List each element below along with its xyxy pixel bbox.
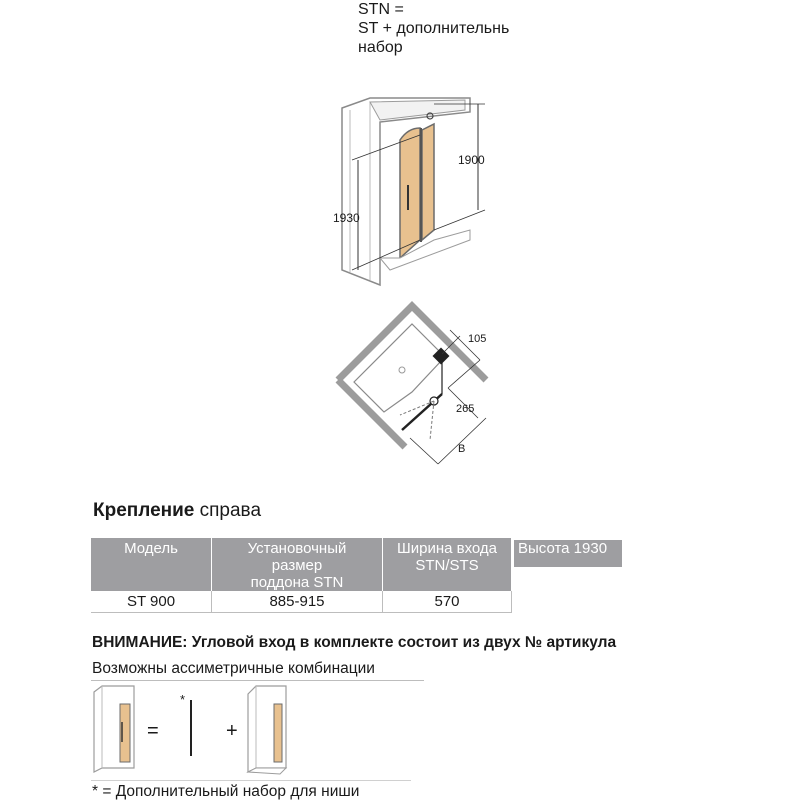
combination-figure (90, 682, 310, 777)
top-note-line-3: набор (358, 39, 403, 56)
header-width-line-2: STN/STS (415, 557, 479, 574)
combo-door-full (94, 686, 134, 772)
plus-sign: + (226, 720, 238, 742)
shower-plan-diagram (330, 300, 500, 470)
shower-3d-diagram (330, 90, 500, 290)
combinations-note: Возможны ассиметричные комбинации (92, 660, 375, 677)
footnote-divider (91, 780, 411, 781)
footnote: * = Дополнительный набор для ниши (92, 783, 360, 800)
dim-b: 265 (456, 403, 475, 415)
divider (91, 680, 424, 681)
section-title (93, 500, 261, 522)
cell-model: ST 900 (91, 591, 212, 613)
equals-sign: = (147, 720, 159, 742)
header-tray-line-1: Установочный (247, 540, 347, 557)
dim-width: B (458, 443, 466, 455)
table-row (91, 591, 626, 613)
top-note-line-1: STN = (358, 1, 404, 18)
spec-table (91, 538, 626, 613)
dim-a: 105 (468, 333, 487, 345)
top-note-line-2: ST + дополнительнь (358, 20, 510, 37)
section-title-rest: справа (194, 500, 262, 521)
header-width (383, 538, 512, 591)
asterisk: * (180, 692, 186, 707)
header-height (512, 538, 627, 591)
cell-height (512, 591, 627, 613)
cell-width: 570 (383, 591, 512, 613)
header-width-line-1: Ширина входа (396, 540, 498, 557)
top-note (358, 0, 509, 57)
header-tray-line-3: поддона STN (250, 574, 344, 591)
header-model: Модель (91, 538, 212, 591)
table-header-row (91, 538, 626, 591)
warning-text: ВНИМАНИЕ: Угловой вход в комплекте состоит из двух № артикула (92, 634, 617, 651)
header-tray (212, 538, 383, 591)
dim-height-left: 1930 (333, 211, 360, 225)
section-title-bold: Крепление (93, 500, 195, 521)
header-tray-line-2: размер (271, 557, 323, 574)
header-height-label: Высота 1930 (514, 540, 622, 567)
combo-door-corner (248, 686, 286, 774)
dim-height-right: 1900 (458, 153, 485, 167)
cell-tray: 885-915 (212, 591, 383, 613)
